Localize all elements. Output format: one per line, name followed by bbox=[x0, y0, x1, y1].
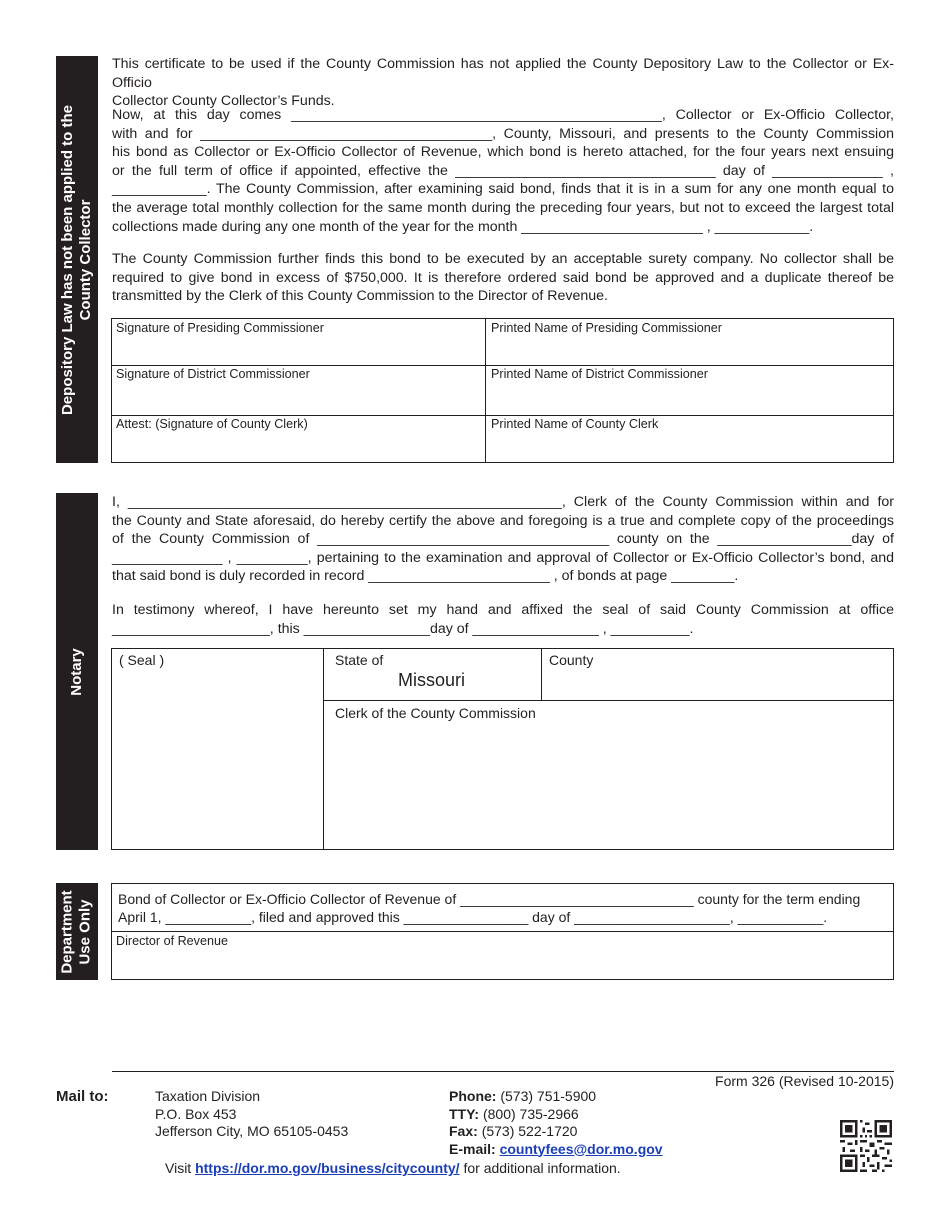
paragraph-line: the County and State aforesaid, do hereby certify the above and foregoing is a true and complete copy of the proceedings bbox=[112, 512, 894, 529]
notary-paragraph-1 bbox=[112, 493, 894, 586]
clerk-commission-field[interactable]: Clerk of the County Commission bbox=[335, 705, 536, 721]
visit-suffix: for additional information. bbox=[463, 1160, 621, 1176]
county-field[interactable]: County bbox=[549, 652, 594, 668]
paragraph-line: that said bond is duly recorded in record _______________________ , of bonds at page ________. bbox=[112, 568, 739, 585]
mailing-address bbox=[155, 1088, 348, 1141]
bond-record-text bbox=[118, 890, 860, 926]
mail-to-label: Mail to: bbox=[56, 1088, 109, 1105]
paragraph-line: required to give bond in excess of $750,000. It is therefore ordered said bond be approved and a duplicate thereof be bbox=[112, 269, 894, 286]
sidebar-label-line1: Department bbox=[59, 889, 77, 974]
paragraph-line: his bond as Collector or Ex-Officio Collector of Revenue, which bond is hereto attached, for the four years next ensuing bbox=[112, 144, 894, 161]
paragraph-line: collections made during any one month of the year for the month _______________________ , ____________. bbox=[112, 218, 814, 235]
sidebar-label: Notary bbox=[68, 647, 86, 696]
paragraph-line: ______________ , _________, pertaining to the examination and approval of Collector or Ex-Officio Collector’s bond, and bbox=[112, 549, 894, 566]
department-use-sidebar bbox=[56, 883, 98, 980]
qr-code-icon bbox=[840, 1120, 892, 1172]
notary-table bbox=[111, 648, 894, 850]
depository-law-sidebar bbox=[56, 56, 98, 463]
tty-number: (800) 735-2966 bbox=[482, 1105, 579, 1122]
district-signature-field[interactable]: Signature of District Commissioner bbox=[116, 367, 310, 381]
clerk-name-field[interactable]: Printed Name of County Clerk bbox=[491, 417, 659, 431]
paragraph-line: transmitted by the Clerk of this County Commission to the Director of Revenue. bbox=[112, 288, 608, 305]
visit-prefix: Visit bbox=[165, 1160, 192, 1176]
address-line: Jefferson City, MO 65105-0453 bbox=[155, 1123, 349, 1139]
director-of-revenue-field[interactable]: Director of Revenue bbox=[116, 934, 228, 948]
contact-info bbox=[449, 1088, 663, 1158]
address-line: Taxation Division bbox=[155, 1088, 261, 1104]
paragraph-line: ____________. The County Commission, after examining said bond, finds that it is in a sum for any one month equal to bbox=[112, 181, 894, 198]
bond-record-line: April 1, ___________, filed and approved this ________________ day of ____________________, ___________. bbox=[118, 909, 828, 925]
sidebar-label-line1: Depository Law has not been applied to the bbox=[59, 104, 77, 415]
paragraph-line: the average total monthly collection for the same month during the preceding four years, but not to exceed the largest total bbox=[112, 199, 894, 216]
paragraph-line: The County Commission further finds this bond to be executed by an acceptable surety company. No collector shall be bbox=[112, 251, 894, 267]
paragraph-line: Now, at this day comes _______________________________________________, Collector or Ex-Officio Collector, bbox=[112, 107, 894, 123]
presiding-name-field[interactable]: Printed Name of Presiding Commissioner bbox=[491, 321, 722, 335]
email-label: E-mail: bbox=[449, 1140, 496, 1157]
paragraph-line: with and for _____________________________________, County, Missouri, and presents to the County Commission bbox=[112, 125, 894, 142]
paragraph-line: In testimony whereof, I have hereunto set my hand and affixed the seal of said County Commission at office bbox=[112, 602, 894, 618]
website-link[interactable]: https://dor.mo.gov/business/citycounty/ bbox=[195, 1160, 460, 1176]
address-line: P.O. Box 453 bbox=[155, 1105, 237, 1122]
visit-website-line bbox=[165, 1160, 621, 1178]
intro-line: This certificate to be used if the County Commission has not applied the County Depository Law to the Collector or Ex-Officio bbox=[112, 56, 894, 91]
paragraph-line: or the full term of office if appointed, effective the _________________________________ day of ______________ , bbox=[112, 162, 894, 179]
certificate-paragraph-2 bbox=[112, 250, 894, 306]
notary-sidebar bbox=[56, 493, 98, 850]
tty-label: TTY: bbox=[449, 1105, 480, 1122]
paragraph-line: ____________________, this ________________day of ________________ , __________. bbox=[112, 620, 694, 637]
phone-label: Phone: bbox=[449, 1088, 497, 1104]
footer-divider bbox=[112, 1071, 894, 1072]
phone-number: (573) 751-5900 bbox=[500, 1088, 597, 1104]
certificate-intro bbox=[112, 55, 894, 111]
commission-signature-table bbox=[111, 318, 894, 463]
paragraph-line: I, _______________________________________________________, Clerk of the County Commission within and for bbox=[112, 494, 894, 510]
fax-number: (573) 522-1720 bbox=[481, 1123, 578, 1139]
presiding-signature-field[interactable]: Signature of Presiding Commissioner bbox=[116, 321, 324, 335]
bond-record-line: Bond of Collector or Ex-Officio Collector of Revenue of ______________________________ county for the term ending bbox=[118, 891, 861, 907]
clerk-signature-field[interactable]: Attest: (Signature of County Clerk) bbox=[116, 417, 308, 431]
paragraph-line: of the County Commission of _____________________________________ county on the _________________day of bbox=[112, 531, 894, 548]
sidebar-label-line2: Use Only bbox=[77, 898, 95, 965]
seal-area: ( Seal ) bbox=[119, 652, 165, 668]
fax-label: Fax: bbox=[449, 1123, 478, 1139]
form-number: Form 326 (Revised 10-2015) bbox=[715, 1073, 894, 1089]
certificate-paragraph-1 bbox=[112, 106, 894, 236]
sidebar-label-line2: County Collector bbox=[77, 199, 95, 320]
notary-paragraph-2 bbox=[112, 601, 894, 638]
department-table bbox=[111, 883, 894, 980]
email-link[interactable]: countyfees@dor.mo.gov bbox=[499, 1140, 663, 1157]
intro-line: Collector County Collector’s Funds. bbox=[112, 93, 335, 110]
state-label: State of bbox=[335, 652, 384, 668]
district-name-field[interactable]: Printed Name of District Commissioner bbox=[491, 367, 708, 381]
state-value[interactable]: Missouri bbox=[398, 670, 466, 690]
